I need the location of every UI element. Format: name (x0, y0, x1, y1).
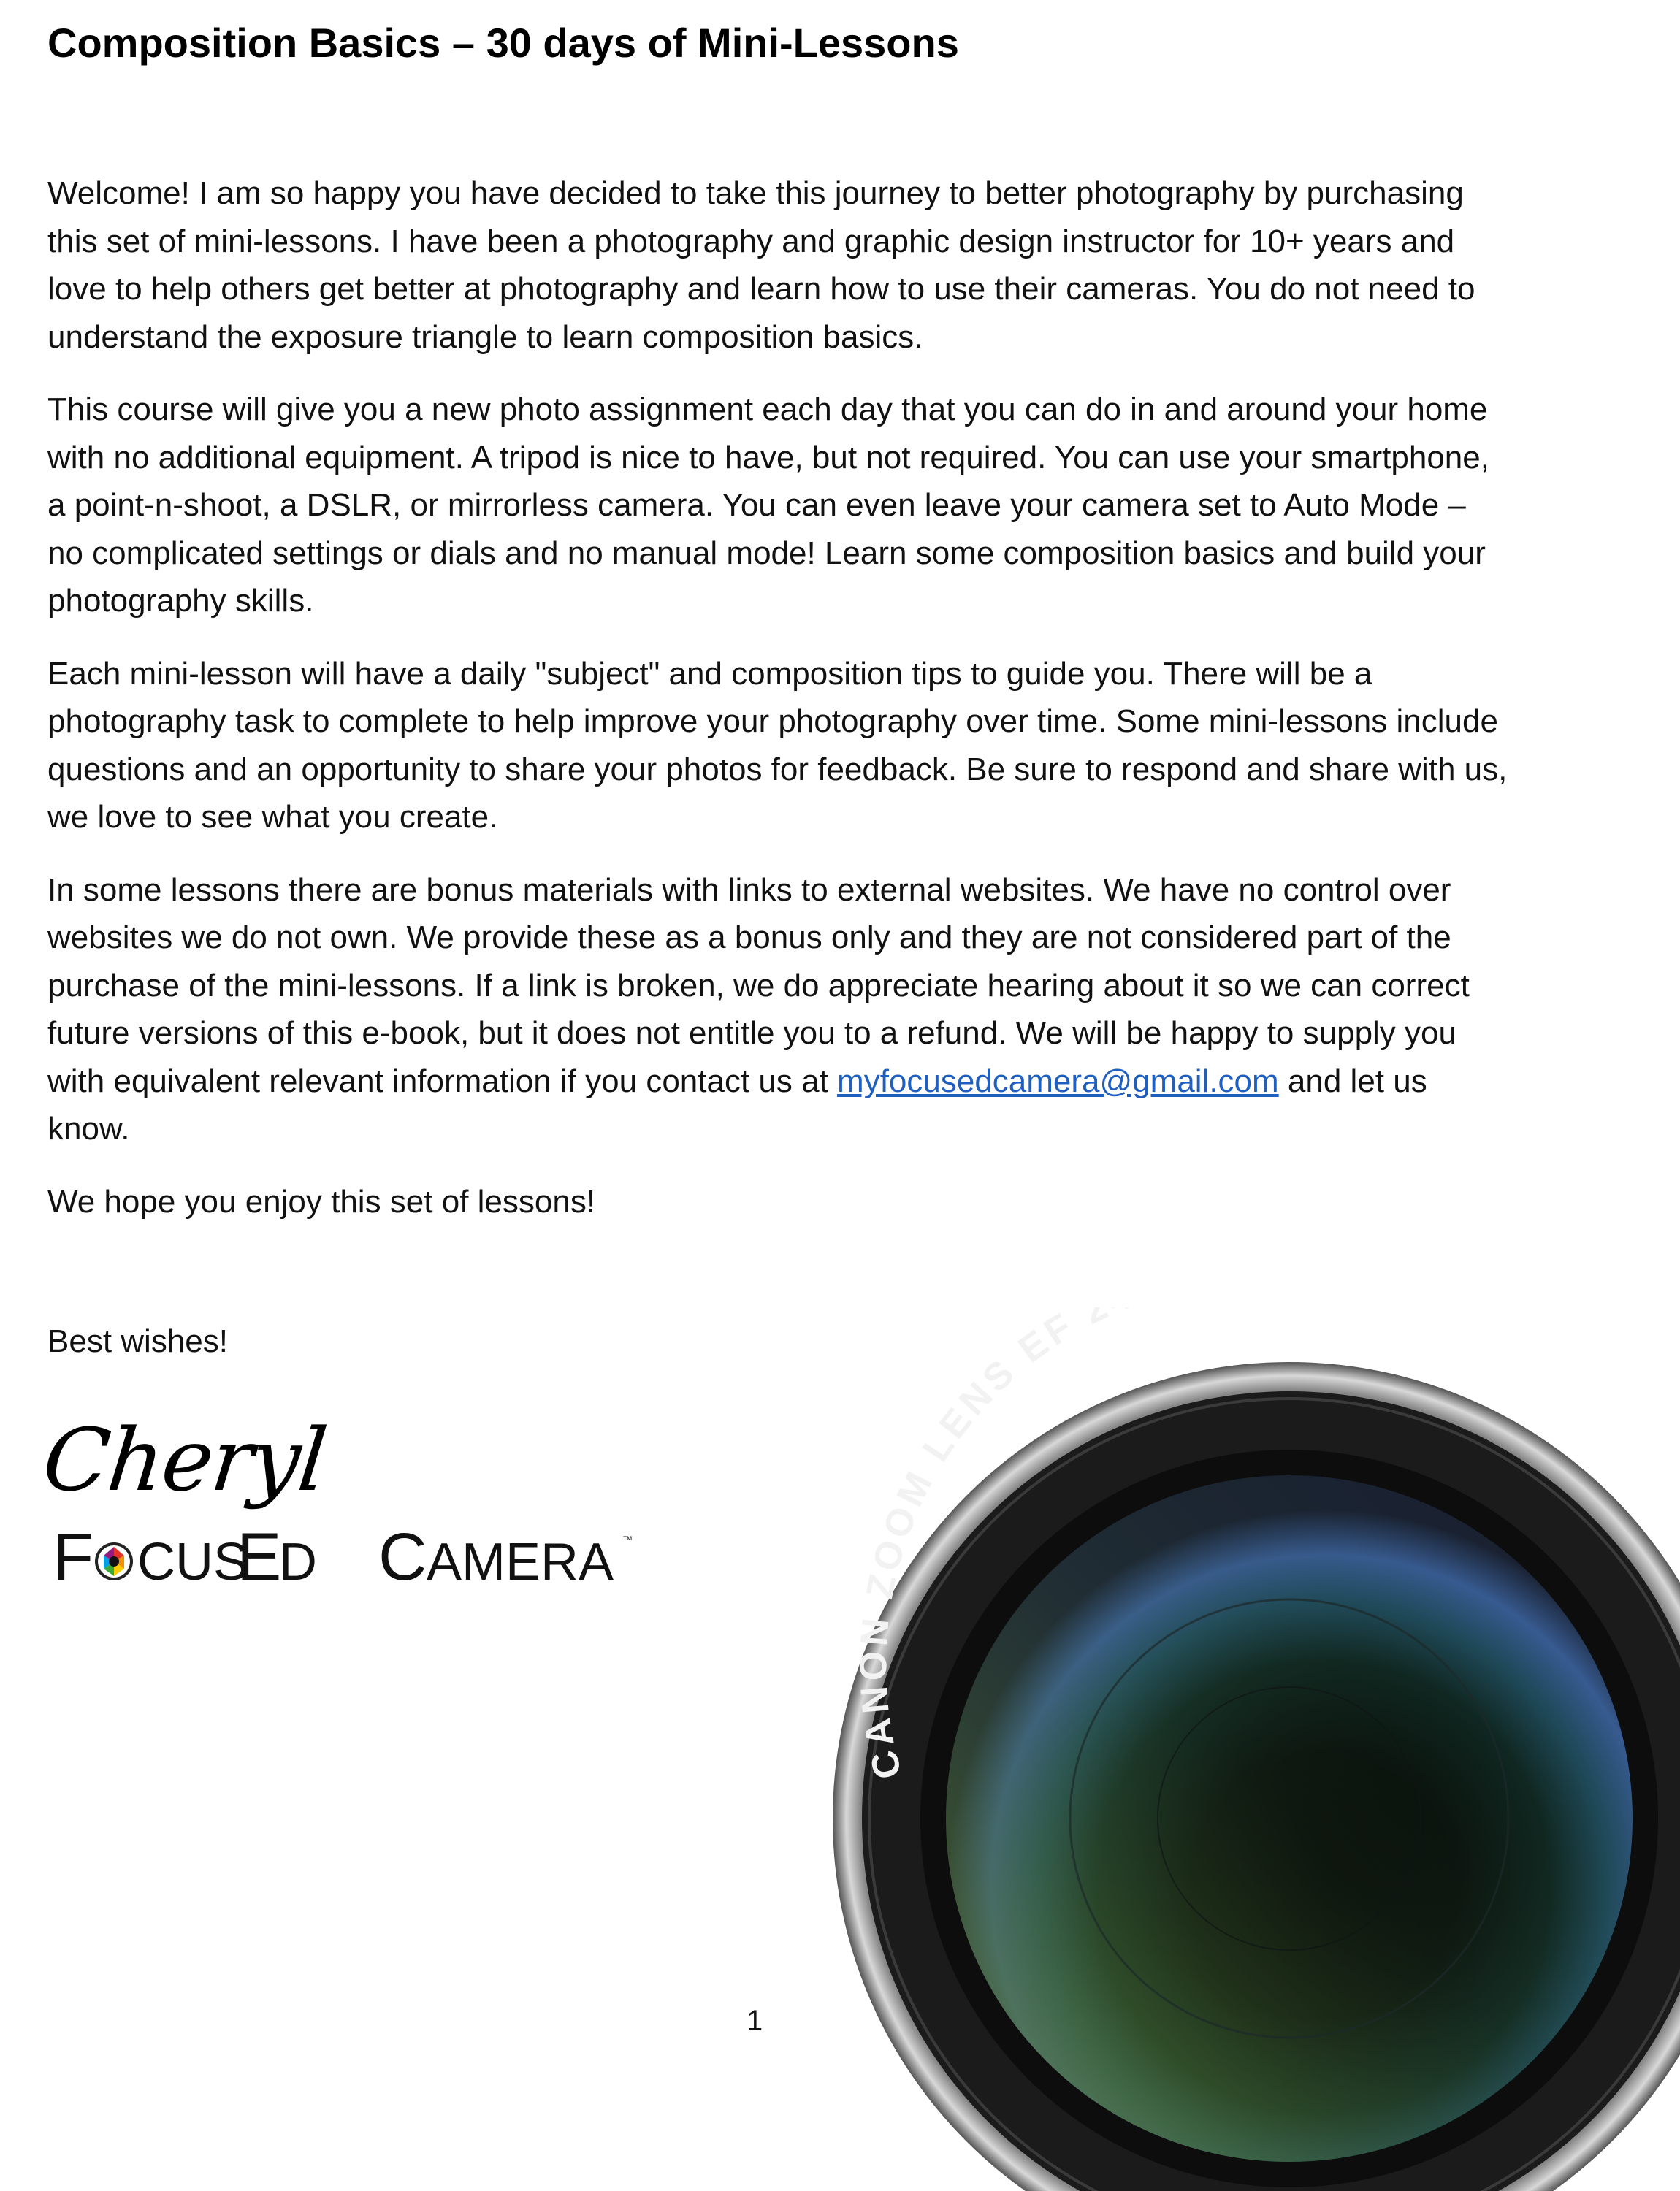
paragraph-closing: We hope you enjoy this set of lessons! (47, 1183, 596, 1220)
svg-text:AMERA: AMERA (427, 1533, 614, 1588)
svg-text:CUS: CUS (137, 1533, 249, 1588)
email-link[interactable]: myfocusedcamera@gmail.com (837, 1063, 1279, 1099)
links-after: and let us know. (47, 1063, 1427, 1147)
lens-ring-text: CANON ZOOM LENS EF 2 (852, 1307, 1118, 1783)
logo-graphic (53, 1523, 637, 1588)
svg-text:D: D (279, 1533, 317, 1588)
document-body (47, 169, 1508, 1250)
focused-camera-logo (53, 1523, 637, 1588)
aperture-icon (95, 1542, 133, 1580)
camera-lens-photo-icon (778, 1307, 1680, 2191)
paragraph-welcome: Welcome! I am so happy you have decided to take this journey to better photography by purchasing this set of mini-lessons. I have been a photography and graphic design instructor for 10+ years and love to help others get better at photography and learn how to use their cameras. You do not need to understand the exposure triangle to learn composition basics. (47, 175, 1475, 355)
svg-text:E: E (237, 1523, 282, 1588)
paragraph-course: This course will give you a new photo assignment each day that you can do in and around your home with no additional equipment. A tripod is nice to have, but not required. You can use your smartphone, a point-n-shoot, a DSLR, or mirrorless camera. You can even leave your camera set to Auto Mode – no complicated settings or dials and no manual mode! Learn some composition basics and build your photography skills. (47, 391, 1489, 619)
signature: Cheryl (38, 1410, 331, 1510)
svg-text:C: C (378, 1523, 427, 1588)
sign-off: Best wishes! (47, 1323, 228, 1359)
page-title: Composition Basics – 30 days of Mini-Lessons (47, 20, 959, 66)
paragraph-mini-lesson: Each mini-lesson will have a daily "subject" and composition tips to guide you. There will be a photography task to complete to help improve your photography over time. Some mini-lessons include questions and an opportunity to share your photos for feedback. Be sure to respond and share with us, we love to see what you create. (47, 655, 1508, 835)
camera-lens-image (778, 1307, 1680, 2191)
svg-text:F: F (53, 1523, 94, 1588)
page-number: 1 (747, 2005, 763, 2037)
svg-text:™: ™ (622, 1534, 633, 1545)
paragraph-links (47, 866, 1508, 1153)
links-text: In some lessons there are bonus materials with links to external websites. We have no control over websites we do not own. We provide these as a bonus only and they are not considered part of the purchase of the mini-lessons. If a link is broken, we do appreciate hearing about it so we can correct future versions of this e-book, but it does not entitle you to a refund. We will be happy to supply you with equivalent relevant information if you contact us at (47, 871, 1470, 1099)
